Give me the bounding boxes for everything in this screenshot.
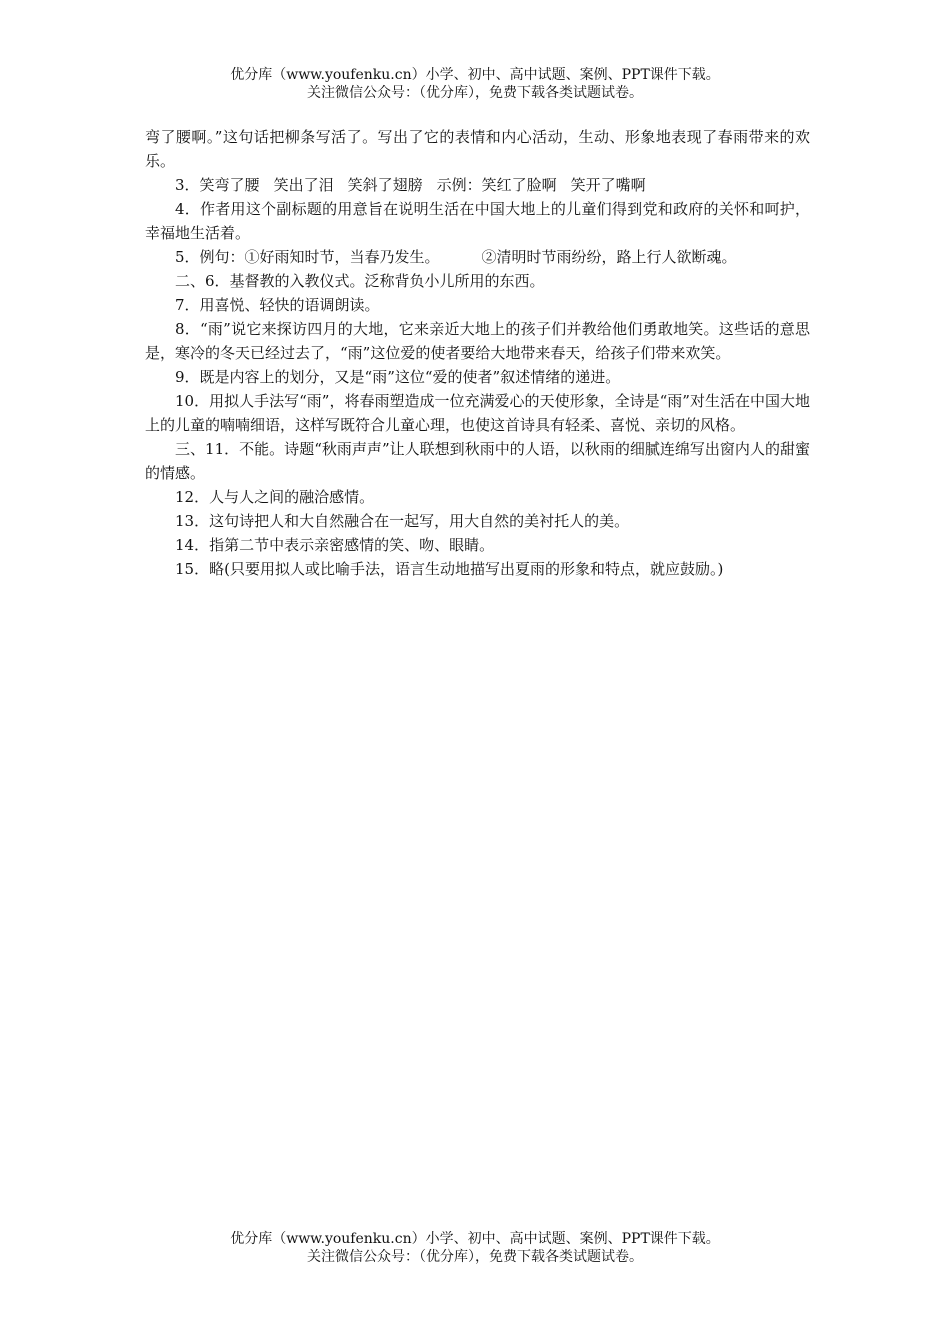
answer-10: 10．用拟人手法写“雨”，将春雨塑造成一位充满爱心的天使形象，全诗是“雨”对生活在中国大地上的儿童的喃喃细语，这样写既符合儿童心理，也使这首诗具有轻柔、喜悦、亲切的风格。 — [145, 392, 810, 434]
paragraph-continuation: 弯了腰啊。”这句话把柳条写活了。写出了它的表情和内心活动，生动、形象地表现了春雨带来的欢乐。 — [145, 128, 810, 170]
answer-3 — [145, 173, 810, 197]
answer-3-item-d: 示例：笑红了脸啊 — [436, 176, 557, 194]
answer-3-item-a: 笑弯了腰 — [199, 176, 260, 194]
answer-7: 7．用喜悦、轻快的语调朗读。 — [175, 296, 380, 314]
page-footer — [0, 1230, 950, 1266]
answer-5 — [145, 245, 810, 269]
answer-15: 15．略(只要用拟人或比喻手法，语言生动地描写出夏雨的形象和特点，就应鼓励。) — [175, 560, 724, 578]
answer-3-item-b: 笑出了泪 — [273, 176, 334, 194]
header-line-2: 关注微信公众号：（优分库），免费下载各类试题试卷。 — [307, 85, 643, 101]
answer-3-item-c: 笑斜了翅膀 — [347, 176, 423, 194]
answer-14: 14．指第二节中表示亲密感情的笑、吻、眼睛。 — [175, 536, 495, 554]
answer-12: 12．人与人之间的融洽感情。 — [175, 488, 375, 506]
footer-line-1: 优分库（www.youfenku.cn）小学、初中、高中试题、案例、PPT课件下载。 — [230, 1231, 720, 1247]
answer-4: 4．作者用这个副标题的用意旨在说明生活在中国大地上的儿童们得到党和政府的关怀和呵护，幸福地生活着。 — [145, 200, 810, 242]
footer-line-2: 关注微信公众号：（优分库），免费下载各类试题试卷。 — [307, 1249, 643, 1265]
answer-5-part-a: 5．例句：①好雨知时节，当春乃发生。 — [175, 248, 440, 266]
answer-6: 二、6．基督教的入教仪式。泛称背负小儿所用的东西。 — [175, 272, 545, 290]
header-line-1: 优分库（www.youfenku.cn）小学、初中、高中试题、案例、PPT课件下载。 — [230, 67, 720, 83]
answer-13: 13．这句诗把人和大自然融合在一起写，用大自然的美衬托人的美。 — [175, 512, 630, 530]
answer-8: 8．“雨”说它来探访四月的大地，它来亲近大地上的孩子们并教给他们勇敢地笑。这些话的意思是，寒冷的冬天已经过去了，“雨”这位爱的使者要给大地带来春天，给孩子们带来欢笑。 — [145, 320, 810, 362]
answer-3-number: 3． — [175, 176, 200, 194]
answer-3-item-e: 笑开了嘴啊 — [570, 176, 646, 194]
answer-5-part-b: ②清明时节雨纷纷，路上行人欲断魂。 — [481, 248, 737, 266]
answer-9: 9．既是内容上的划分，又是“雨”这位“爱的使者”叙述情绪的递进。 — [175, 368, 621, 386]
page-header — [0, 66, 950, 102]
answer-content — [145, 125, 810, 581]
answer-11: 三、11．不能。诗题“秋雨声声”让人联想到秋雨中的人语，以秋雨的细腻连绵写出窗内人的甜蜜的情感。 — [145, 440, 810, 482]
